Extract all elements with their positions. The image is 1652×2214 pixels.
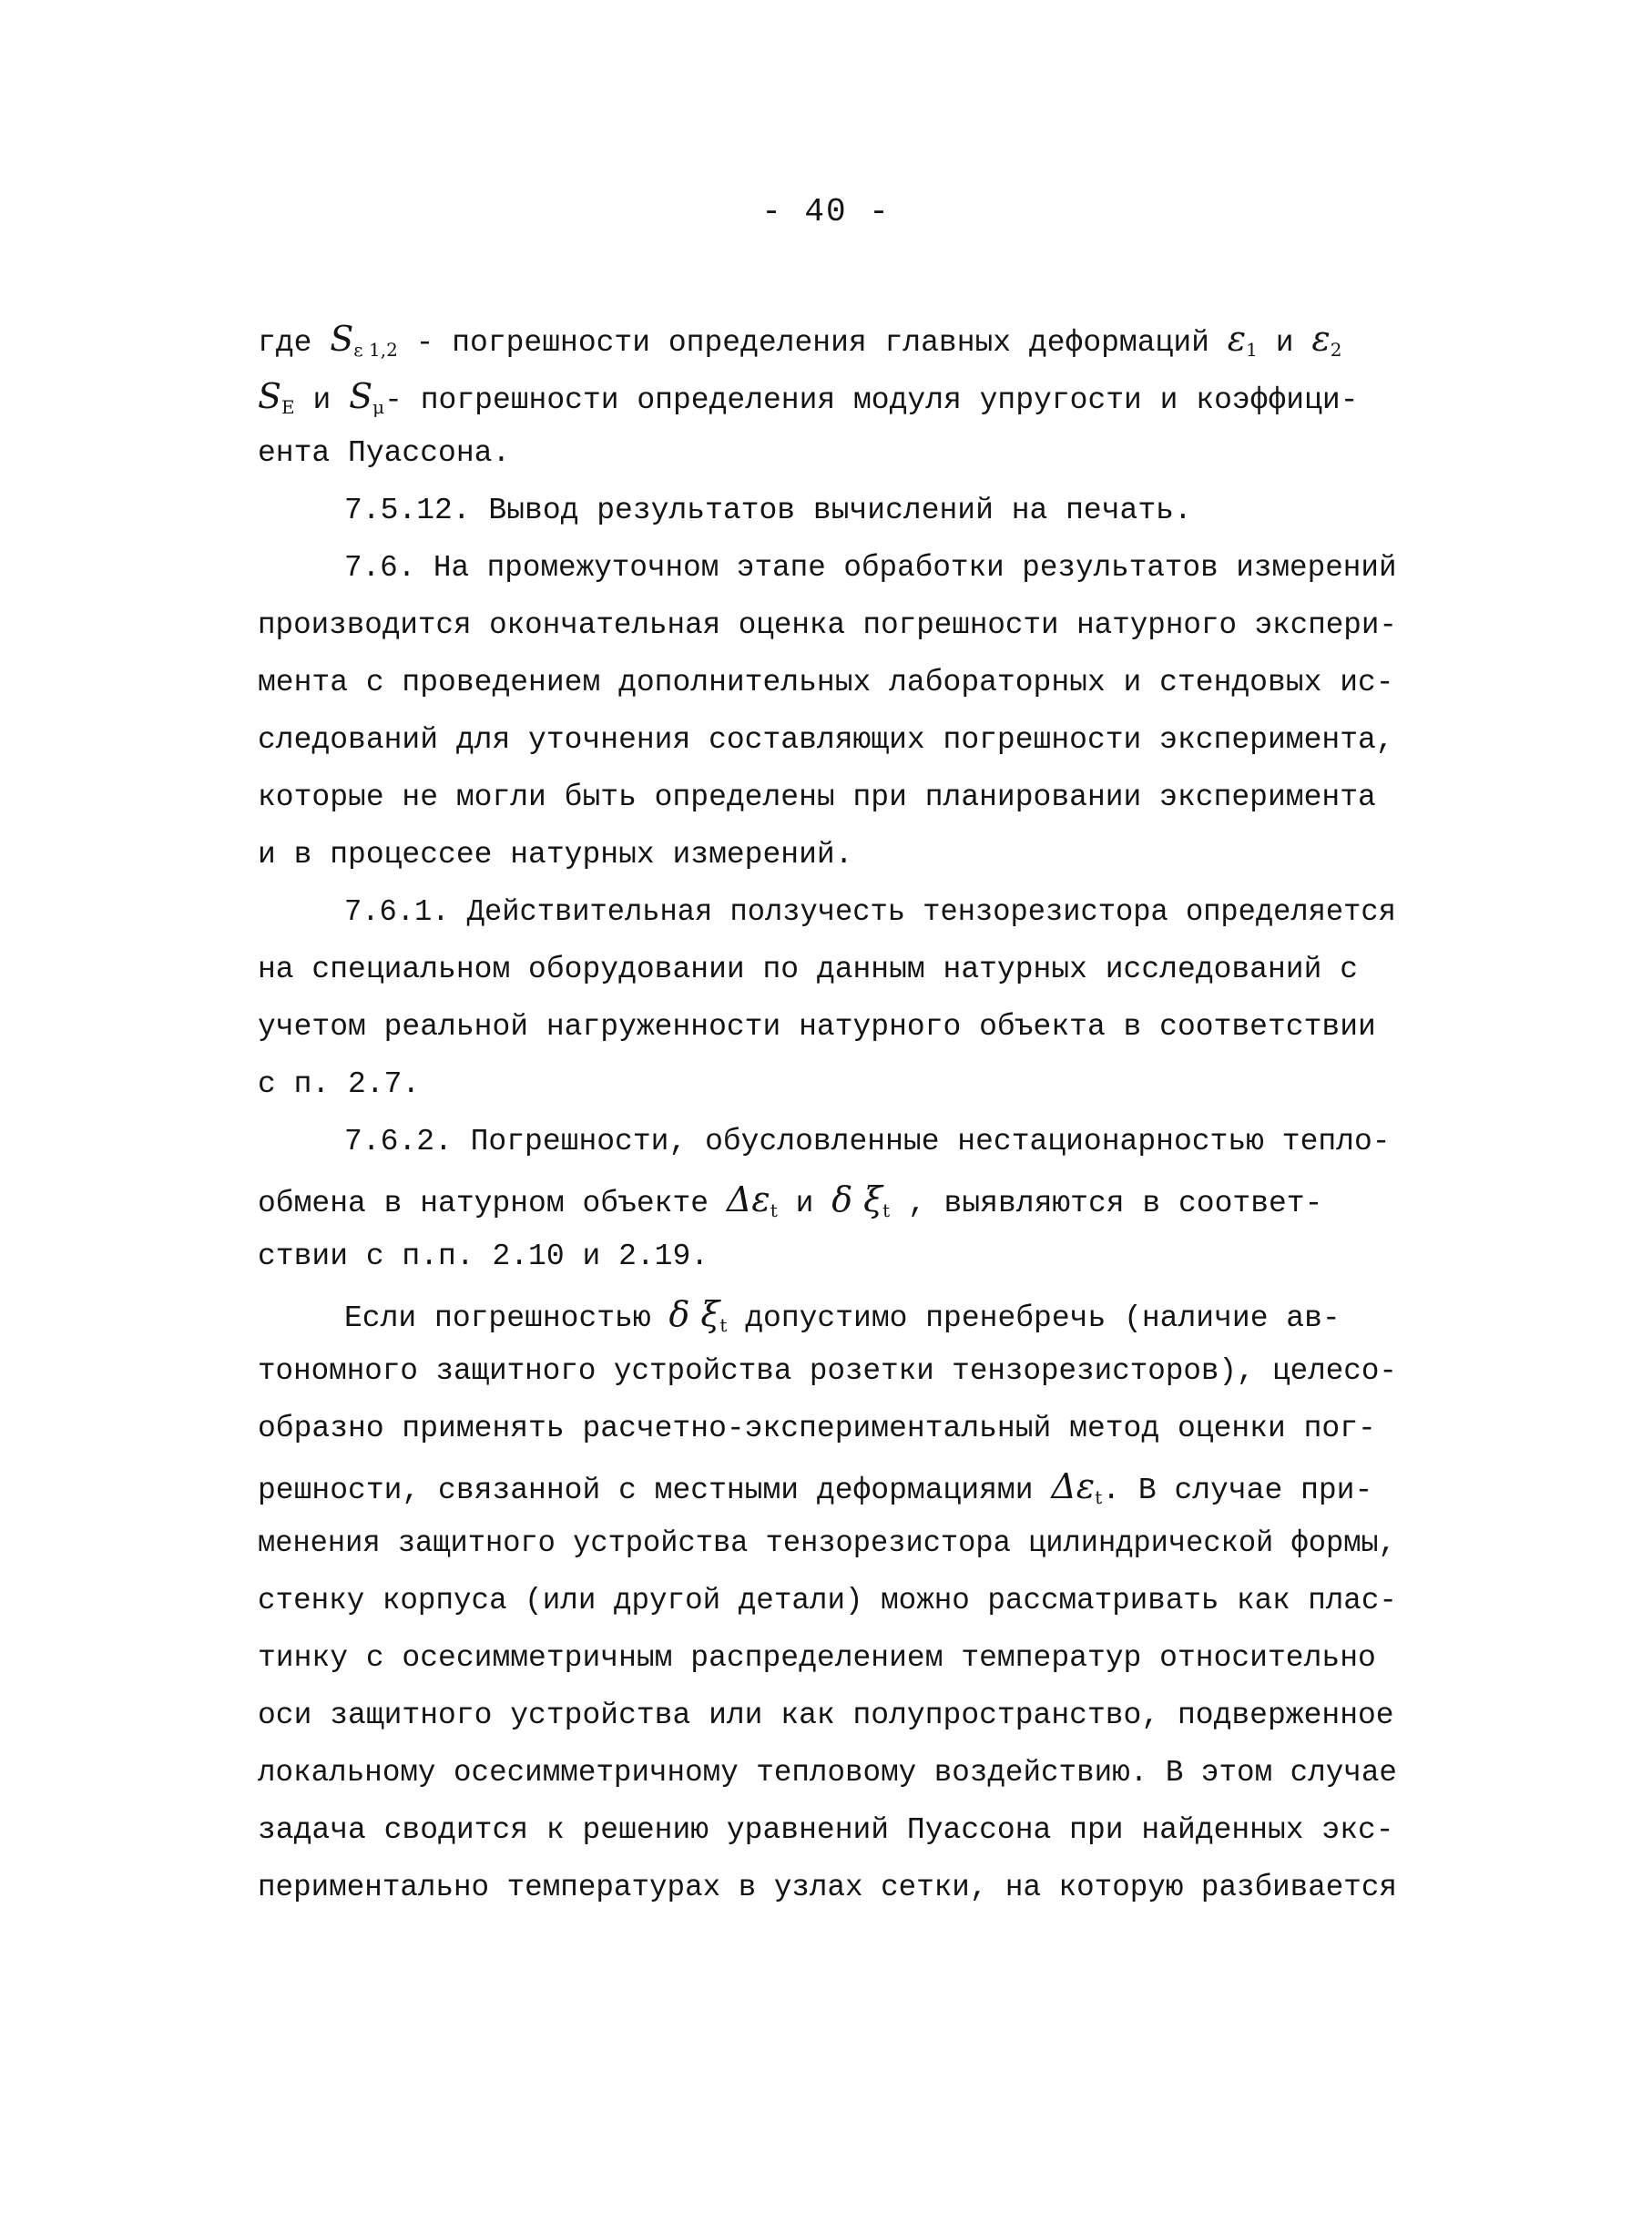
- symbol-epsilon-2: ε: [1311, 319, 1331, 359]
- symbol-subscript: 1: [1246, 339, 1258, 361]
- text-line: тинку с осесимметричным распределением температур относительно: [258, 1641, 1376, 1675]
- text-segment: . В случае при-: [1102, 1474, 1373, 1507]
- text-line: производится окончательная оценка погрешности натурного экспери-: [258, 608, 1397, 642]
- symbol-subscript: t: [770, 1199, 778, 1221]
- text-line: которые не могли быть определены при планировании эксперимента: [258, 781, 1376, 814]
- symbol-subscript: 2: [1330, 339, 1342, 361]
- symbol-delta-xi-t: δ ξ: [831, 1179, 883, 1219]
- symbol-s-epsilon: S: [330, 319, 354, 359]
- symbol-epsilon-1: ε: [1227, 319, 1247, 359]
- text-line: 7.6. На промежуточном этапе обработки результатов измерений: [344, 551, 1397, 585]
- text-line: учетом реальной нагруженности натурного объекта в соответствии: [258, 1010, 1376, 1044]
- text-line: [258, 376, 1359, 418]
- text-segment: , выявляются в соответ-: [890, 1187, 1323, 1220]
- text-segment: Если погрешностью: [344, 1301, 669, 1335]
- text-segment: и: [777, 1187, 832, 1220]
- text-segment: обмена в натурном объекте: [258, 1187, 727, 1220]
- symbol-subscript: E: [281, 396, 295, 418]
- text-line: тономного защитного устройства розетки тензорезисторов), целесо-: [258, 1354, 1397, 1388]
- page-number: - 40 -: [761, 193, 891, 230]
- text-line: мента с проведением дополнительных лабораторных и стендовых ис-: [258, 666, 1394, 699]
- symbol-subscript: ε 1,2: [353, 339, 398, 361]
- text-line: 7.6.1. Действительная ползучесть тензорезистора определяется: [344, 895, 1396, 929]
- symbol-s-mu: S: [349, 376, 373, 416]
- text-line: задача сводится к решению уравнений Пуассона при найденных экс-: [258, 1813, 1394, 1847]
- text-line: ствии с п.п. 2.10 и 2.19.: [258, 1240, 709, 1273]
- text-line: периментально температурах в узлах сетки, на которую разбивается: [258, 1871, 1397, 1904]
- text-line: [258, 319, 1342, 361]
- text-segment: допустимо пренебречь (наличие ав-: [727, 1301, 1341, 1335]
- text-line: ента Пуассона.: [258, 436, 511, 470]
- symbol-subscript: μ: [372, 396, 385, 418]
- symbol-delta-epsilon-t: Δε: [726, 1179, 770, 1219]
- symbol-subscript: t: [719, 1314, 728, 1336]
- text-line: менения защитного устройства тензорезистора цилиндрической формы,: [258, 1526, 1396, 1560]
- text-line: 7.6.2. Погрешности, обусловленные нестационарностью тепло-: [344, 1125, 1391, 1158]
- text-line: на специальном оборудовании по данным натурных исследований с: [258, 953, 1358, 986]
- text-line: с п. 2.7.: [258, 1067, 421, 1101]
- text-line: локальному осесимметричному тепловому воздействию. В этом случае: [258, 1756, 1397, 1790]
- symbol-delta-epsilon-t: Δε: [1051, 1466, 1096, 1506]
- text-line: [258, 1466, 1373, 1508]
- text-segment: - погрешности определения модуля упругости и коэффици-: [384, 383, 1359, 417]
- text-line: и в процессее натурных измерений.: [258, 838, 853, 872]
- text-line: [344, 1294, 1341, 1336]
- symbol-subscript: t: [882, 1199, 891, 1221]
- text-segment: и: [1257, 326, 1312, 360]
- text-line: оси защитного устройства или как полупространство, подверженное: [258, 1699, 1394, 1732]
- text-line: образно применять расчетно-экспериментальный метод оценки пог-: [258, 1412, 1376, 1445]
- symbol-delta-xi-t: δ ξ: [668, 1294, 720, 1334]
- text-segment: и: [294, 383, 350, 417]
- text-line: следований для уточнения составляющих погрешности эксперимента,: [258, 723, 1394, 757]
- symbol-subscript: t: [1095, 1486, 1103, 1508]
- symbol-s-e: S: [258, 376, 282, 416]
- text-line: 7.5.12. Вывод результатов вычислений на печать.: [344, 494, 1192, 527]
- text-segment: - погрешности определения главных деформаций: [397, 326, 1228, 360]
- text-segment: где: [258, 326, 331, 360]
- text-segment: решности, связанной с местными деформациями: [258, 1474, 1052, 1507]
- text-line: стенку корпуса (или другой детали) можно рассматривать как плас-: [258, 1584, 1397, 1617]
- text-line: [258, 1179, 1323, 1221]
